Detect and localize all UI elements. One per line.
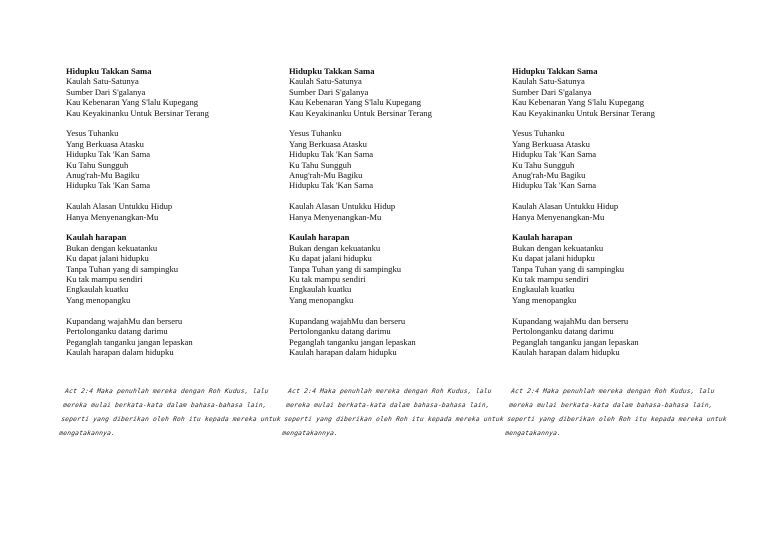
stanza bbox=[289, 316, 504, 358]
song-title: Hidupku Takkan Sama bbox=[512, 66, 598, 76]
lyric-line: Ku dapat jalani hidupku bbox=[66, 253, 149, 264]
lyric-line: Kau Keyakinanku Untuk Bersinar Terang bbox=[66, 107, 209, 118]
section-subtitle: Kaulah harapan bbox=[289, 232, 350, 243]
verse-line: Act 2:4 Maka penuhlah mereka dengan Roh Kudus, lalu bbox=[287, 388, 493, 396]
lyric-line: Hanya Menyenangkan-Mu bbox=[512, 211, 605, 222]
lyric-line: Sumber Dari S'galanya bbox=[66, 86, 146, 97]
lyric-line: Engkaulah kuatku bbox=[512, 284, 575, 295]
lyric-line: Kau Kebenaran Yang S'lalu Kupegang bbox=[66, 97, 199, 108]
lyric-line: Bukan dengan kekuatanku bbox=[512, 242, 604, 253]
lyric-line: Hidupku Tak 'Kan Sama bbox=[512, 149, 597, 160]
lyric-line: Yang Berkuasa Atasku bbox=[66, 138, 144, 149]
lyric-line: Yang menopangku bbox=[289, 294, 354, 305]
lyric-line: Kupandang wajahMu dan berseru bbox=[66, 315, 183, 326]
verse-line: Act 2:4 Maka penuhlah mereka dengan Roh Kudus, lalu bbox=[510, 388, 716, 396]
lyric-line: Sumber Dari S'galanya bbox=[289, 86, 369, 97]
lyric-line: Kaulah Alasan Untukku Hidup bbox=[512, 201, 619, 212]
verse-line: mereka mulai berkata-kata dalam bahasa-bahasa lain, bbox=[508, 402, 714, 410]
lyric-line: Kupandang wajahMu dan berseru bbox=[512, 315, 629, 326]
verse-line: mengatakannya. bbox=[281, 430, 339, 438]
lyric-line: Hanya Menyenangkan-Mu bbox=[289, 211, 382, 222]
lyric-line: Kaulah harapan dalam hidupku bbox=[66, 346, 174, 357]
lyric-line: Yesus Tuhanku bbox=[289, 128, 342, 139]
lyric-line: Kaulah Satu-Satunya bbox=[512, 76, 585, 87]
verse-line: seperti yang diberikan oleh Roh itu kepada mereka untuk bbox=[60, 416, 282, 424]
stanza-intro bbox=[512, 66, 727, 118]
stanza bbox=[289, 201, 504, 222]
lyric-line: Hidupku Tak 'Kan Sama bbox=[512, 180, 597, 191]
lyric-line: Kau Keyakinanku Untuk Bersinar Terang bbox=[289, 107, 432, 118]
verse-line: seperti yang diberikan oleh Roh itu kepada mereka untuk bbox=[506, 416, 728, 424]
lyric-line: Bukan dengan kekuatanku bbox=[66, 242, 158, 253]
lyric-line: Yesus Tuhanku bbox=[512, 128, 565, 139]
handwritten-verse bbox=[58, 385, 282, 441]
stanza bbox=[512, 201, 727, 222]
lyric-line: Hidupku Tak 'Kan Sama bbox=[66, 180, 151, 191]
handwritten-verse bbox=[504, 385, 728, 441]
lyric-line: Anug'rah-Mu Bagiku bbox=[512, 170, 586, 181]
lyric-line: Tanpa Tuhan yang di sampingku bbox=[66, 263, 179, 274]
lyric-line: Pertolonganku datang darimu bbox=[512, 326, 614, 337]
lyric-line: Peganglah tanganku jangan lepaskan bbox=[66, 336, 193, 347]
lyric-line: Engkaulah kuatku bbox=[289, 284, 352, 295]
verse-line: Act 2:4 Maka penuhlah mereka dengan Roh Kudus, lalu bbox=[64, 388, 270, 396]
lyric-line: Ku Tahu Sungguh bbox=[512, 159, 575, 170]
handwritten-verse bbox=[281, 385, 505, 441]
stanza bbox=[66, 128, 281, 190]
stanza-chorus bbox=[512, 232, 727, 305]
lyric-line: Yang menopangku bbox=[66, 294, 131, 305]
lyric-line: Ku tak mampu sendiri bbox=[289, 274, 366, 285]
lyric-line: Ku dapat jalani hidupku bbox=[512, 253, 595, 264]
lyric-line: Ku dapat jalani hidupku bbox=[289, 253, 372, 264]
lyric-line: Kau Kebenaran Yang S'lalu Kupegang bbox=[289, 97, 422, 108]
lyrics-column-3 bbox=[504, 66, 728, 441]
lyric-line: Ku Tahu Sungguh bbox=[289, 159, 352, 170]
lyric-line: Yesus Tuhanku bbox=[66, 128, 119, 139]
stanza bbox=[512, 316, 727, 358]
section-subtitle: Kaulah harapan bbox=[512, 232, 573, 243]
lyric-line: Kau Keyakinanku Untuk Bersinar Terang bbox=[512, 107, 655, 118]
verse-line: mereka mulai berkata-kata dalam bahasa-bahasa lain, bbox=[62, 402, 268, 410]
lyric-line: Peganglah tanganku jangan lepaskan bbox=[289, 336, 416, 347]
section-subtitle: Kaulah harapan bbox=[66, 232, 127, 243]
lyric-line: Tanpa Tuhan yang di sampingku bbox=[512, 263, 625, 274]
lyric-line: Kau Kebenaran Yang S'lalu Kupegang bbox=[512, 97, 645, 108]
stanza bbox=[289, 128, 504, 190]
stanza-chorus bbox=[289, 232, 504, 305]
lyric-line: Ku tak mampu sendiri bbox=[66, 274, 143, 285]
lyric-line: Yang Berkuasa Atasku bbox=[512, 138, 590, 149]
lyric-line: Yang Berkuasa Atasku bbox=[289, 138, 367, 149]
stanza bbox=[66, 316, 281, 358]
lyric-line: Anug'rah-Mu Bagiku bbox=[289, 170, 363, 181]
stanza-chorus bbox=[66, 232, 281, 305]
lyric-line: Yang menopangku bbox=[512, 294, 577, 305]
verse-line: mengatakannya. bbox=[58, 430, 116, 438]
lyric-line: Ku Tahu Sungguh bbox=[66, 159, 129, 170]
verse-line: mereka mulai berkata-kata dalam bahasa-bahasa lain, bbox=[285, 402, 491, 410]
song-title: Hidupku Takkan Sama bbox=[66, 66, 152, 76]
lyric-line: Hidupku Tak 'Kan Sama bbox=[289, 149, 374, 160]
song-title: Hidupku Takkan Sama bbox=[289, 66, 375, 76]
lyric-line: Peganglah tanganku jangan lepaskan bbox=[512, 336, 639, 347]
lyric-line: Kaulah harapan dalam hidupku bbox=[512, 346, 620, 357]
lyric-line: Hidupku Tak 'Kan Sama bbox=[66, 149, 151, 160]
lyric-line: Bukan dengan kekuatanku bbox=[289, 242, 381, 253]
lyric-line: Pertolonganku datang darimu bbox=[289, 326, 391, 337]
lyric-line: Sumber Dari S'galanya bbox=[512, 86, 592, 97]
lyric-line: Engkaulah kuatku bbox=[66, 284, 129, 295]
stanza bbox=[512, 128, 727, 190]
stanza-intro bbox=[289, 66, 504, 118]
lyric-line: Kaulah Alasan Untukku Hidup bbox=[66, 201, 173, 212]
lyrics-column-2 bbox=[281, 66, 505, 441]
verse-line: seperti yang diberikan oleh Roh itu kepada mereka untuk bbox=[283, 416, 505, 424]
lyric-line: Kaulah Satu-Satunya bbox=[289, 76, 362, 87]
lyric-line: Kaulah Alasan Untukku Hidup bbox=[289, 201, 396, 212]
lyric-line: Tanpa Tuhan yang di sampingku bbox=[289, 263, 402, 274]
lyric-line: Kaulah harapan dalam hidupku bbox=[289, 346, 397, 357]
lyric-line: Hanya Menyenangkan-Mu bbox=[66, 211, 159, 222]
stanza bbox=[66, 201, 281, 222]
lyrics-column-1 bbox=[58, 66, 282, 441]
stanza-intro bbox=[66, 66, 281, 118]
lyric-line: Hidupku Tak 'Kan Sama bbox=[289, 180, 374, 191]
lyric-line: Anug'rah-Mu Bagiku bbox=[66, 170, 140, 181]
lyric-line: Kaulah Satu-Satunya bbox=[66, 76, 139, 87]
verse-line: mengatakannya. bbox=[504, 430, 562, 438]
lyric-line: Pertolonganku datang darimu bbox=[66, 326, 168, 337]
lyric-line: Ku tak mampu sendiri bbox=[512, 274, 589, 285]
lyric-line: Kupandang wajahMu dan berseru bbox=[289, 315, 406, 326]
